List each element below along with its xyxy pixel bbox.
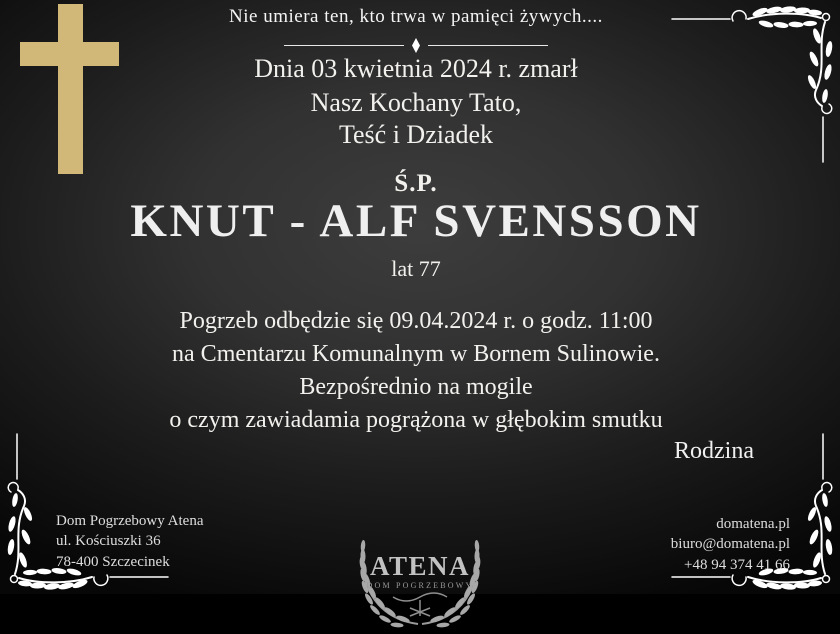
age-line: lat 77	[391, 256, 441, 281]
family-signature: Rodzina	[674, 438, 754, 464]
website: domatena.pl	[716, 516, 790, 532]
relation-line-1: Nasz Kochany Tato,	[310, 88, 522, 117]
logo-stem-ornament	[410, 600, 430, 616]
funeral-home-address	[56, 511, 203, 572]
logo-scroll-ornament	[393, 593, 447, 601]
relation-line-2: Teść i Dziadek	[338, 120, 494, 149]
funeral-home-name: Dom Pogrzebowy Atena	[56, 513, 204, 529]
funeral-info-line-4: o czym zawiadamia pogrążona w głębokim smutku	[169, 407, 663, 433]
funeral-home-city: 78-400 Szczecinek	[56, 553, 170, 570]
funeral-home-contact	[671, 514, 790, 575]
deceased-name: KNUT - ALF SVENSSON	[130, 195, 702, 247]
funeral-home-street: ul. Kościuszki 36	[56, 533, 161, 550]
laurel-wreath-logo	[335, 524, 505, 634]
diamond-icon	[412, 38, 420, 53]
divider-line-right	[428, 45, 548, 47]
funeral-info-line-3: Bezpośrednio na mogile	[299, 374, 533, 400]
memorial-quote: Nie umiera ten, kto trwa w pamięci żywych....	[229, 6, 603, 27]
logo-brand-text: ATENA	[369, 551, 471, 581]
phone: +48 94 374 41 66	[684, 556, 790, 573]
logo-subtitle-text: DOM POGRZEBOWY	[366, 581, 474, 590]
divider-line-left	[284, 45, 404, 47]
funeral-info-line-1: Pogrzeb odbędzie się 09.04.2024 r. o godz. 11:00	[179, 308, 653, 334]
death-date-line: Dnia 03 kwietnia 2024 r. zmarł	[254, 54, 578, 83]
funeral-info-line-2: na Cmentarzu Komunalnym w Bornem Sulinowie.	[172, 341, 660, 367]
sp-abbreviation: Ś.P.	[394, 170, 438, 197]
email: biuro@domatena.pl	[670, 536, 790, 553]
diamond-divider	[0, 38, 832, 53]
